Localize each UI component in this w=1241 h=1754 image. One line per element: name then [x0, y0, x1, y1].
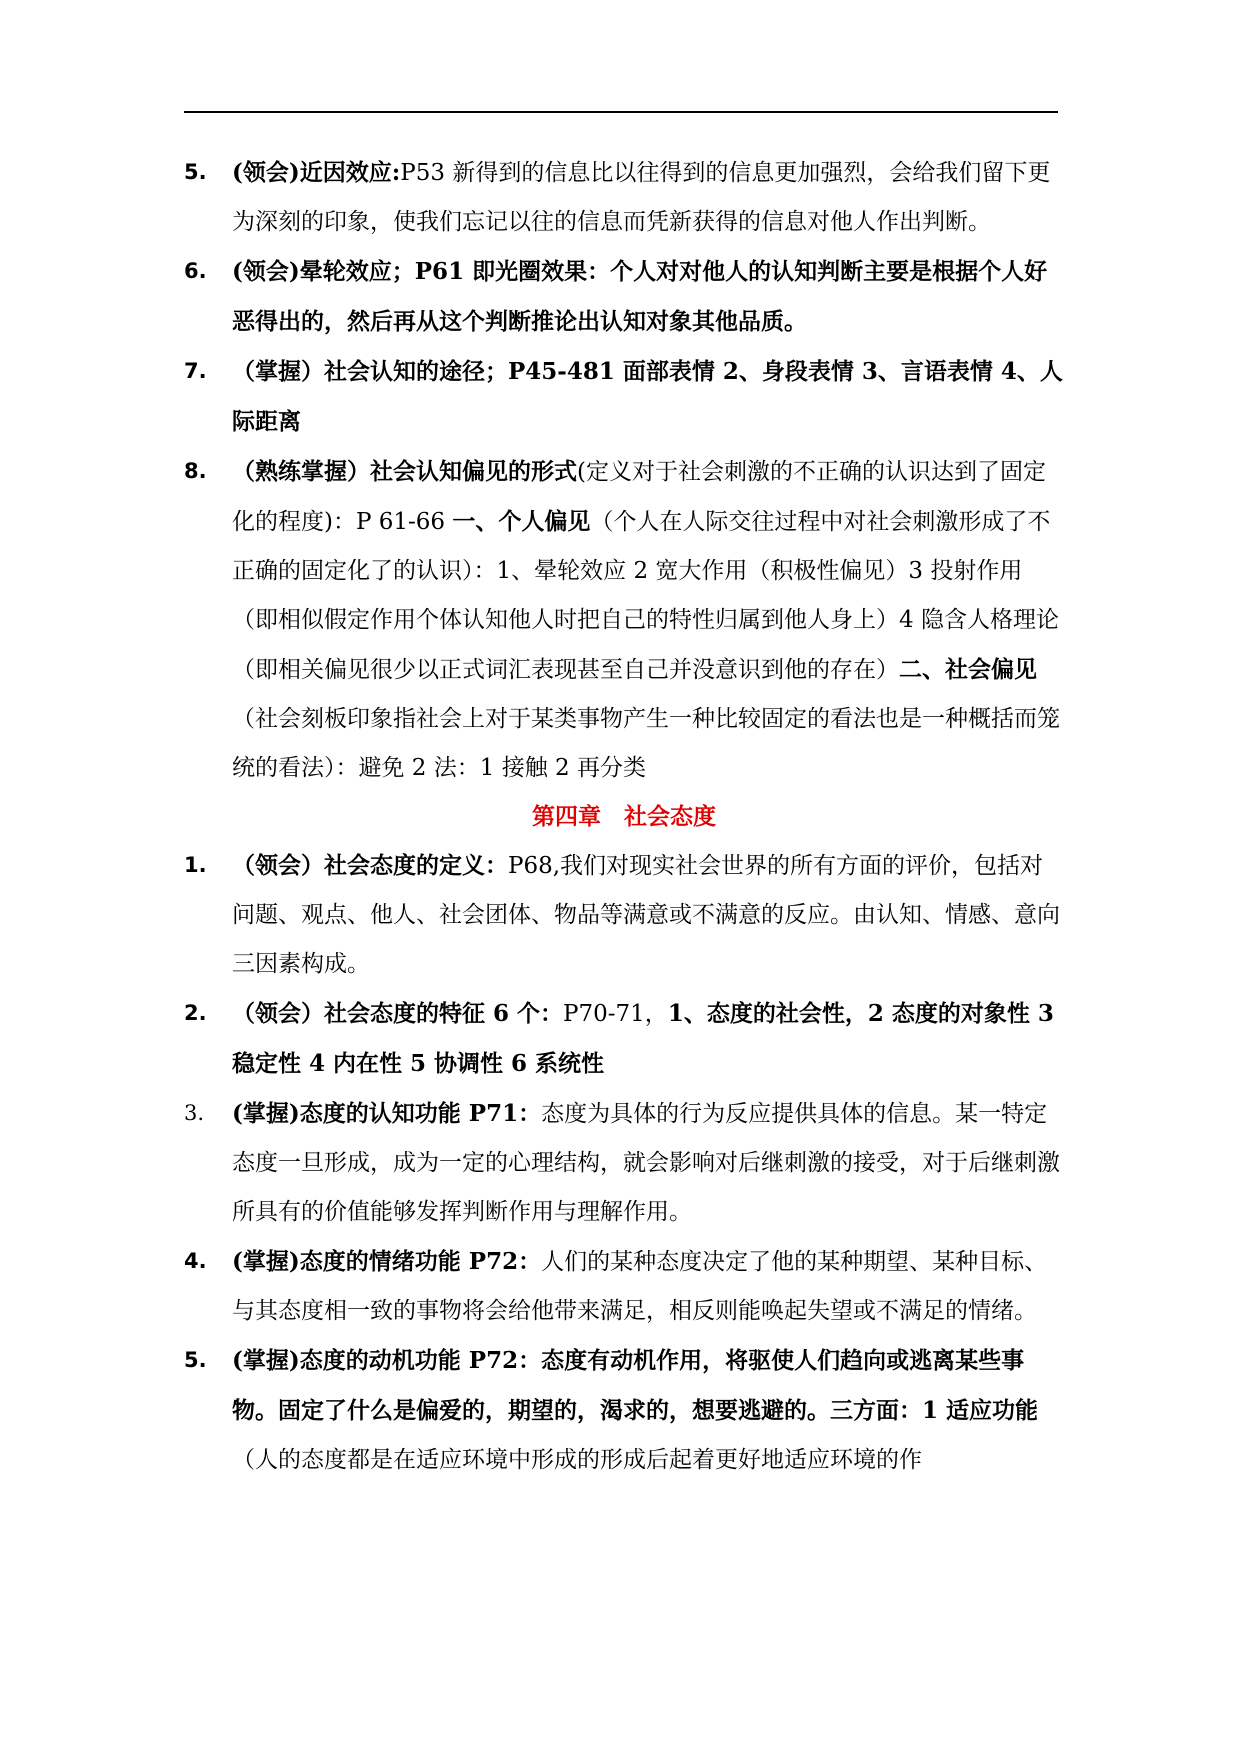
list-item — [184, 347, 1064, 447]
item-bold-text: （领会）社会态度的定义： — [232, 852, 508, 879]
item-number: 1. — [184, 853, 207, 877]
list-item — [184, 989, 1064, 1089]
item-bold-text: 1、态度的社会性，2 态度的对象性 3 稳定性 4 内在性 5 协调性 6 系统性 — [232, 1000, 1054, 1077]
item-text: 态度为具体的行为反应提供具体的信息。某一特定态度一旦形成，成为一定的心理结构，就会影响对后继刺激的接受，对于后继刺激所具有的价值能够发挥判断作用与理解作用。 — [232, 1101, 1060, 1225]
list-item — [184, 1237, 1064, 1336]
item-bold-text: （领会）社会态度的特征 6 个： — [232, 1000, 564, 1027]
list-item — [184, 841, 1064, 989]
item-bold-text: （熟练掌握）社会认知偏见的形式 — [232, 458, 577, 485]
item-number: 3. — [184, 1101, 205, 1125]
item-number: 4. — [184, 1249, 207, 1273]
item-text: 人们的某种态度决定了他的某种期望、某种目标、与其态度相一致的事物将会给他带来满足，相反则能唤起失望或不满足的情绪。 — [232, 1249, 1048, 1324]
item-bold-text: 二、社会偏见 — [899, 656, 1037, 683]
header-rule — [184, 111, 1058, 113]
chapter-heading: 第四章 社会态度 — [532, 803, 716, 830]
item-text: (定义对于社会刺激的不正确的认识达到了固定化的程度)：P 61-66 — [232, 459, 1046, 535]
item-text: P68,我们对现实社会世界的所有方面的评价，包括对问题、观点、他人、社会团体、物品等满意或不满意的反应。由认知、情感、意向三因素构成。 — [232, 853, 1060, 977]
item-bold-text: （掌握）社会认知的途径；P45-481 面部表情 2、身段表情 3、言语表情 4、人际距离 — [232, 358, 1063, 435]
list-item — [184, 148, 1064, 247]
item-number: 6. — [184, 259, 207, 283]
list-item — [184, 247, 1064, 347]
item-bold-text: (掌握)态度的认知功能 P71： — [232, 1100, 542, 1127]
item-bold-text: (掌握)态度的情绪功能 P72： — [232, 1248, 542, 1275]
list-item — [184, 1089, 1064, 1237]
list-chapter-four — [184, 841, 1064, 1485]
item-number: 2. — [184, 1001, 207, 1025]
item-text: （个人在人际交往过程中对社会刺激形成了不正确的固定化了的认识）：1、晕轮效应 2 宽大作用（积极性偏见）3 投射作用（即相似假定作用个体认知他人时把自己的特性归属到他人身上）4 隐含人格理论（即相关偏见很少以正式词汇表现甚至自己并没意识到他的存在） — [232, 509, 1059, 683]
item-text: P53 新得到的信息比以往得到的信息更加强烈，会给我们留下更为深刻的印象，使我们忘记以往的信息而凭新获得的信息对他人作出判断。 — [232, 160, 1051, 235]
item-text: （人的态度都是在适应环境中形成的形成后起着更好地适应环境的作 — [232, 1447, 922, 1473]
item-bold-text: (领会)晕轮效应；P61 即光圈效果：个人对对他人的认知判断主要是根据个人好恶得出的，然后再从这个判断推论出认知对象其他品质。 — [232, 258, 1048, 335]
list-item — [184, 1336, 1064, 1485]
item-number: 5. — [184, 160, 207, 184]
item-bold-text: (领会)近因效应: — [232, 159, 401, 186]
list-item — [184, 447, 1064, 793]
item-text: （社会刻板印象指社会上对于某类事物产生一种比较固定的看法也是一种概括而笼统的看法）：避免 2 法：1 接触 2 再分类 — [232, 706, 1060, 781]
list-chapter-three — [184, 148, 1064, 793]
item-bold-text: (掌握)态度的动机功能 P72：态度有动机作用，将驱使人们趋向或逃离某些事物。固定了什么是偏爱的，期望的，渴求的，想要逃避的。三方面：1 适应功能 — [232, 1347, 1039, 1424]
item-bold-text: 一、个人偏见 — [452, 508, 591, 535]
item-number: 7. — [184, 359, 207, 383]
item-number: 8. — [184, 459, 207, 483]
item-text: P70-71， — [563, 1001, 668, 1027]
document-body — [184, 148, 1064, 1485]
item-number: 5. — [184, 1348, 207, 1372]
